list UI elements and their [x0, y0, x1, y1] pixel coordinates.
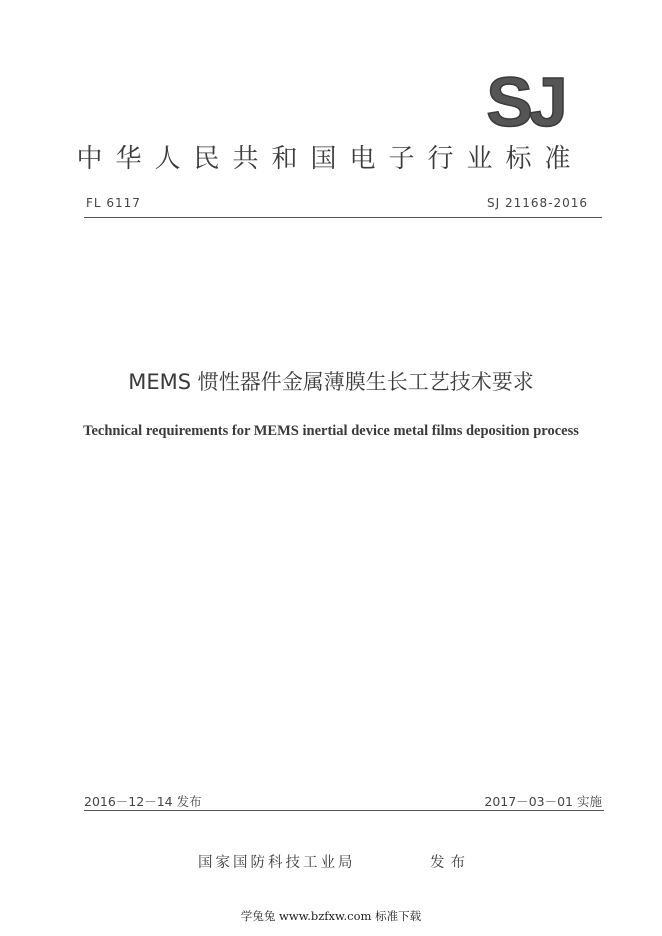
- header-divider: [84, 217, 602, 218]
- sj-logo: [472, 68, 578, 136]
- standard-title: 中华人民共和国电子行业标准: [76, 144, 584, 174]
- standard-code: SJ 21168-2016: [486, 196, 588, 210]
- publish-label: 发布: [430, 855, 471, 871]
- document-title-cn: MEMS 惯性器件金属薄膜生长工艺技术要求: [128, 370, 534, 394]
- document-title-en: Technical requirements for MEMS inertial device metal films deposition process: [83, 423, 579, 439]
- issue-date: 2016－12－14 发布: [84, 794, 202, 809]
- watermark-text: 学兔兔 www.bzfxw.com 标准下载: [240, 909, 422, 923]
- footer-divider: [84, 810, 604, 811]
- logo-text: SJ: [486, 68, 564, 136]
- publisher-name: 国家国防科技工业局: [198, 855, 356, 871]
- classification-code: FL 6117: [86, 196, 141, 210]
- implementation-date: 2017－03－01 实施: [484, 794, 602, 809]
